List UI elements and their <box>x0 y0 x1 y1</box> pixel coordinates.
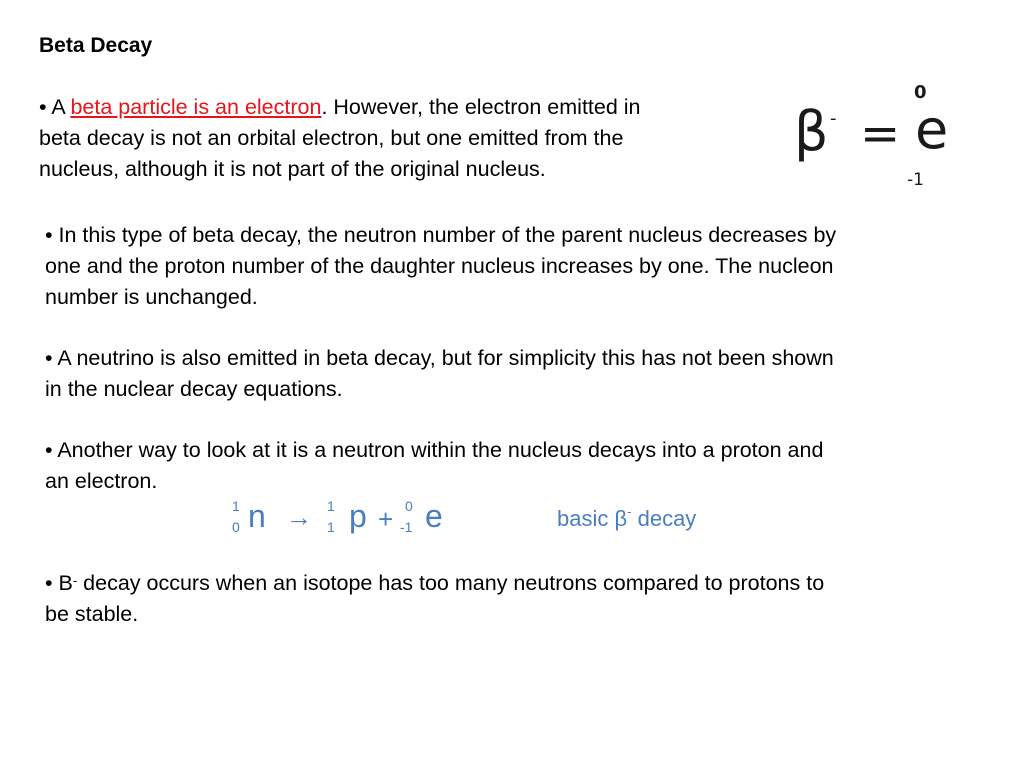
paragraph-text: • In this type of beta decay, the neutron number of the parent nucleus decreases by <box>45 223 837 247</box>
proton-atomic-number: 1 <box>327 519 335 535</box>
neutron-symbol: n <box>248 498 266 534</box>
caption-text: decay <box>631 506 697 531</box>
electron-atomic-number: -1 <box>907 170 924 190</box>
paragraph-text: • Another way to look at it is a neutron within the nucleus decays into a proton and <box>45 438 824 462</box>
neutron-atomic-number: 0 <box>232 519 240 535</box>
paragraph-beta-particle <box>39 92 641 185</box>
electron-symbol: e <box>915 98 949 161</box>
paragraph-text: . However, the electron emitted in <box>321 95 641 119</box>
proton-symbol: p <box>349 498 367 534</box>
equation-caption <box>557 506 696 532</box>
paragraph-text: an electron. <box>45 469 158 493</box>
paragraph-text: • B <box>45 571 73 595</box>
paragraph-neutron-number <box>45 220 836 313</box>
paragraph-text: • A neutrino is also emitted in beta decay, but for simplicity this has not been shown <box>45 346 834 370</box>
slide-title: Beta Decay <box>39 34 153 57</box>
paragraph-b-minus-decay <box>45 568 824 630</box>
paragraph-text: in the nuclear decay equations. <box>45 377 343 401</box>
caption-text: basic <box>557 506 615 531</box>
electron-atomic-number: -1 <box>400 519 413 535</box>
proton-mass-number: 1 <box>327 498 335 514</box>
paragraph-text: one and the proton number of the daughter nucleus increases by one. The nucleon <box>45 254 834 278</box>
electron-mass-number: 0 <box>914 82 927 103</box>
beta-minus-symbol-figure <box>790 80 955 192</box>
beta-symbol: β <box>614 506 628 531</box>
equals-sign: = <box>860 106 901 162</box>
beta-symbol: β <box>794 100 829 163</box>
electron-symbol: e <box>425 498 443 534</box>
paragraph-text: nucleus, although it is not part of the original nucleus. <box>39 157 546 181</box>
paragraph-text: decay occurs when an isotope has too many neutrons compared to protons to <box>77 571 825 595</box>
paragraph-text: number is unchanged. <box>45 285 258 309</box>
neutron-mass-number: 1 <box>232 498 240 514</box>
caption-superscript: - <box>627 504 632 519</box>
bullet-prefix: • A <box>39 95 71 119</box>
beta-superscript: - <box>830 108 837 129</box>
paragraph-text: be stable. <box>45 602 139 626</box>
electron-mass-number: 0 <box>405 498 413 514</box>
arrow-symbol: → <box>286 502 312 532</box>
paragraph-text: beta decay is not an orbital electron, but one emitted from the <box>39 126 624 150</box>
superscript-minus: - <box>72 573 78 588</box>
paragraph-neutrino <box>45 343 834 405</box>
plus-sign: + <box>378 504 394 534</box>
paragraph-neutron-decay <box>45 435 823 497</box>
beta-particle-link[interactable]: beta particle is an electron <box>70 95 322 119</box>
